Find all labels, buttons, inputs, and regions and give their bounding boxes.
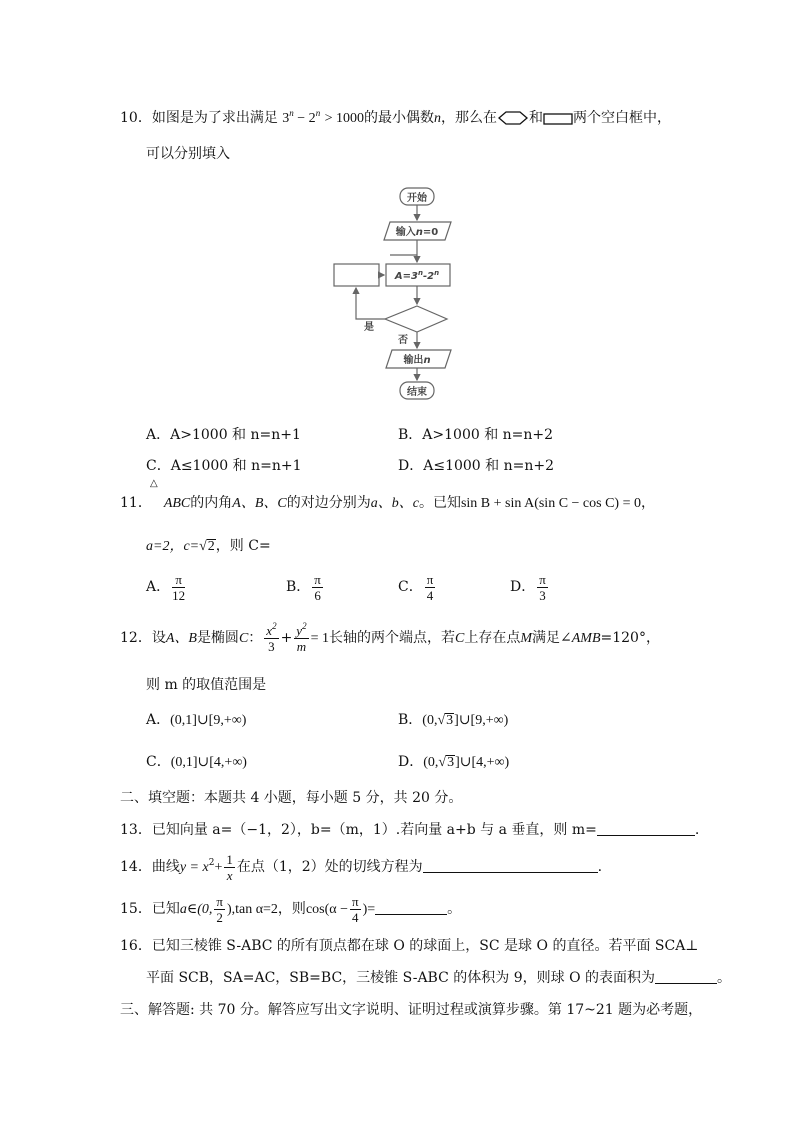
q13: 13．已知向量 a=（−1，2），b=（m，1）.若向量 a+b 与 a 垂直，则 m= . [120,822,700,838]
q13-answer-blank[interactable] [597,821,695,836]
svg-text:A=3n-2n: $A=3^n-2^n$ [394,269,440,282]
q10-line1: 10．如图是为了求出满足 $3^n - 2^n > 1000$的最小偶数n，那么在 和 两个空白框中， [120,108,672,126]
q10-option-b: B．A>1000 和 n=n+2 [398,427,554,443]
q16-line2: 平面 SCB，SA=AC，SB=BC，三棱锥 S-ABC 的体积为 9，则球 O 的表面积为 。 [146,970,732,986]
q11-number: 11． [120,495,152,511]
q10-option-d: D．A≤1000 和 n=n+2 [398,458,555,474]
q16-line1: 16．已知三棱锥 S-ABC 的所有顶点都在球 O 的球面上，SC 是球 O 的直径。若平面 SCA⊥ [120,938,699,954]
svg-text:输入n=0: 输入n=0 [395,227,439,238]
q12-option-c: C．(0,1]∪[4,+∞) [146,754,247,770]
svg-text:开始: 开始 [407,193,427,204]
diamond-icon [497,111,529,125]
q14: 14．曲线$y = x^2+$ $\frac{1}{x}$ 在点（1，2）处的切线方程为 . [120,851,603,883]
q12-line1: 12．设A、B是椭圆C： $\frac{x^2}{3}$ + $\frac{y^2}{m}$ = 1长轴的两个端点，若C上存在点M满足∠AMB=120°， [120,620,660,654]
q12-line2: 则 m 的取值范围是 [146,677,267,693]
q14-answer-blank[interactable] [423,858,598,873]
svg-text:结束: 结束 [407,387,427,398]
q12-option-b: B．(0,√3]∪[9,+∞) [398,712,509,728]
q16-answer-blank[interactable] [655,969,717,984]
section-3-heading: 三、解答题: 共 70 分。解答应写出文字说明、证明过程或演算步骤。第 17~21 题为必考题， [120,1002,703,1018]
svg-text:否: 否 [398,335,408,346]
q11-option-a: A． $\frac{\pi}{12}$ [146,571,186,603]
rectangle-icon [543,113,573,125]
q12-option-a: A．(0,1]∪[9,+∞) [146,712,247,728]
q12-number: 12． [120,630,152,646]
svg-text:输出n: 输出n [403,355,431,366]
triangle-mark: △ [150,478,158,489]
section-2-heading: 二、填空题：本题共 4 小题，每小题 5 分，共 20 分。 [120,790,463,806]
q11-line1: 11． ABC的内角A、B、C的对边分别为a、b、c。已知sin B + sin A(sin C − cos C) = 0， [120,495,655,511]
q10-option-a: A．A>1000 和 n=n+1 [146,427,301,443]
svg-text:是: 是 [364,322,374,333]
q11-option-b: B． $\frac{\pi}{6}$ [286,571,321,603]
q15-answer-blank[interactable] [375,900,447,915]
flowchart-decision-node [385,306,447,332]
q11-line2: a=2，c=√2，则 C= [146,538,271,554]
q15: 15．已知a∈(0, $\frac{\pi}{2}$ ),tan α=2，则cos(α − $\frac{\pi}{4}$ )= 。 [120,893,462,925]
flowchart [320,180,480,405]
q10-line2: 可以分别填入 [146,146,230,162]
q10-number: 10． [120,110,152,126]
q11-option-c: C． $\frac{\pi}{4}$ [398,571,434,603]
q11-option-d: D． $\frac{\pi}{3}$ [510,571,546,603]
flowchart-blank-box [334,264,379,286]
q10-option-c: C．A≤1000 和 n=n+1 [146,458,302,474]
q12-option-d: D．(0,√3]∪[4,+∞) [398,754,510,770]
